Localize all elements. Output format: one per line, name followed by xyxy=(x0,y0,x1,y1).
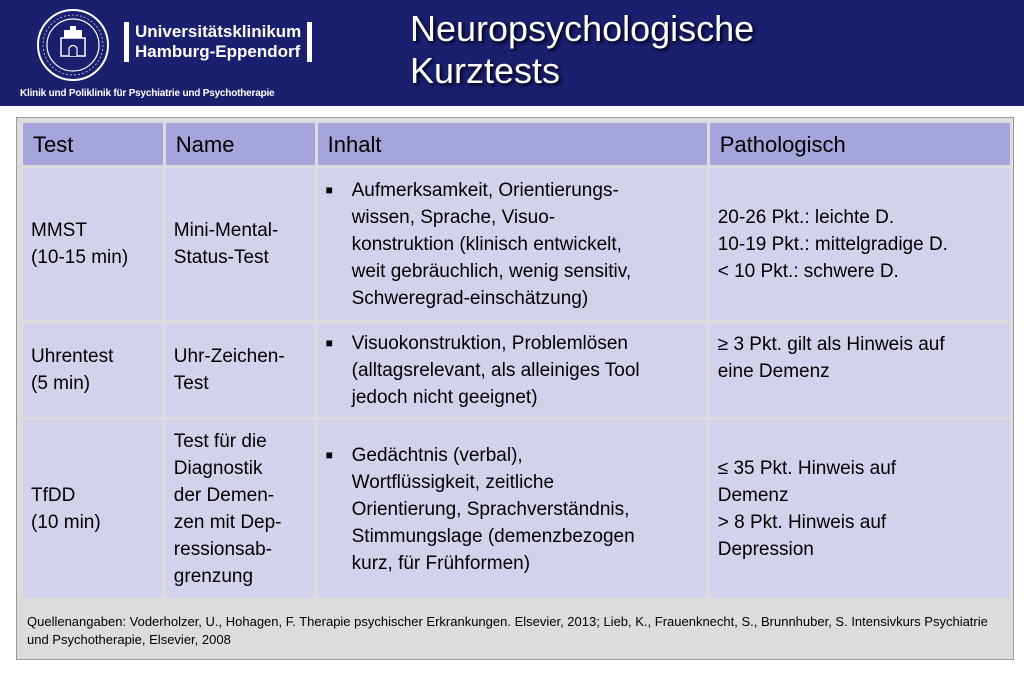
cell-pathological: 20-26 Pkt.: leichte D. 10-19 Pkt.: mittelgradige D. < 10 Pkt.: schwere D. xyxy=(710,168,1010,320)
university-seal-icon xyxy=(36,8,110,82)
university-name-line1: Universitätsklinikum xyxy=(135,22,302,41)
table-row xyxy=(23,420,1010,598)
university-name-line2: Hamburg-Eppendorf xyxy=(135,42,301,61)
slide-header xyxy=(0,0,1024,106)
table-header-row xyxy=(23,123,1010,165)
slide-title-line2: Kurztests xyxy=(410,50,561,91)
content-frame xyxy=(16,117,1014,660)
cell-content xyxy=(318,168,707,320)
cell-pathological: ≥ 3 Pkt. gilt als Hinweis auf eine Demenz xyxy=(710,323,1010,417)
tests-table xyxy=(20,120,1013,601)
cell-content xyxy=(318,323,707,417)
cell-name: Test für die Diagnostik der Demen- zen mit Dep- ressionsab- grenzung xyxy=(166,420,315,598)
list-item xyxy=(326,330,699,411)
column-header-test: Test xyxy=(23,123,163,165)
bullet-icon: ■ xyxy=(325,447,333,462)
clinic-name: Klinik und Poliklinik für Psychiatrie und Psychotherapie xyxy=(20,88,275,99)
bullet-icon: ■ xyxy=(325,182,333,197)
list-item-text: Aufmerksamkeit, Orientierungs- wissen, Sprache, Visuo- konstruktion (klinisch entwickelt, weit gebräuchlich, wenig sensitiv, Schweregrad-einschätzung) xyxy=(351,179,632,309)
slide-title xyxy=(410,8,754,92)
slide-title-line1: Neuropsychologische xyxy=(410,8,755,49)
list-item-text: Visuokonstruktion, Problemlösen (alltagsrelevant, als alleiniges Tool jedoch nicht geeignet) xyxy=(351,332,640,408)
bullet-icon: ■ xyxy=(325,335,333,350)
cell-test: TfDD (10 min) xyxy=(23,420,163,598)
cell-test: MMST (10-15 min) xyxy=(23,168,163,320)
cell-name: Mini-Mental- Status-Test xyxy=(166,168,315,320)
table-row xyxy=(23,323,1010,417)
list-item xyxy=(326,442,699,577)
column-header-name: Name xyxy=(166,123,315,165)
cell-name: Uhr-Zeichen- Test xyxy=(166,323,315,417)
list-item xyxy=(326,177,699,312)
column-header-content: Inhalt xyxy=(318,123,707,165)
university-name xyxy=(124,22,312,62)
cell-content xyxy=(318,420,707,598)
column-header-pathological: Pathologisch xyxy=(710,123,1010,165)
sources-citation: Quellenangaben: Voderholzer, U., Hohagen, F. Therapie psychischer Erkrankungen. Elsevier, 2013; Lieb, K., Frauenknecht, S., Brunnhuber, S. Intensivkurs Psychiatrie und Psychotherapie, Elsevier, 2008 xyxy=(27,614,988,647)
cell-pathological: ≤ 35 Pkt. Hinweis auf Demenz > 8 Pkt. Hinweis auf Depression xyxy=(710,420,1010,598)
table-row xyxy=(23,168,1010,320)
cell-test: Uhrentest (5 min) xyxy=(23,323,163,417)
list-item-text: Gedächtnis (verbal), Wortflüssigkeit, zeitliche Orientierung, Sprachverständnis, Stimmungslage (demenzbezogen kurz, für Frühformen) xyxy=(351,444,635,574)
